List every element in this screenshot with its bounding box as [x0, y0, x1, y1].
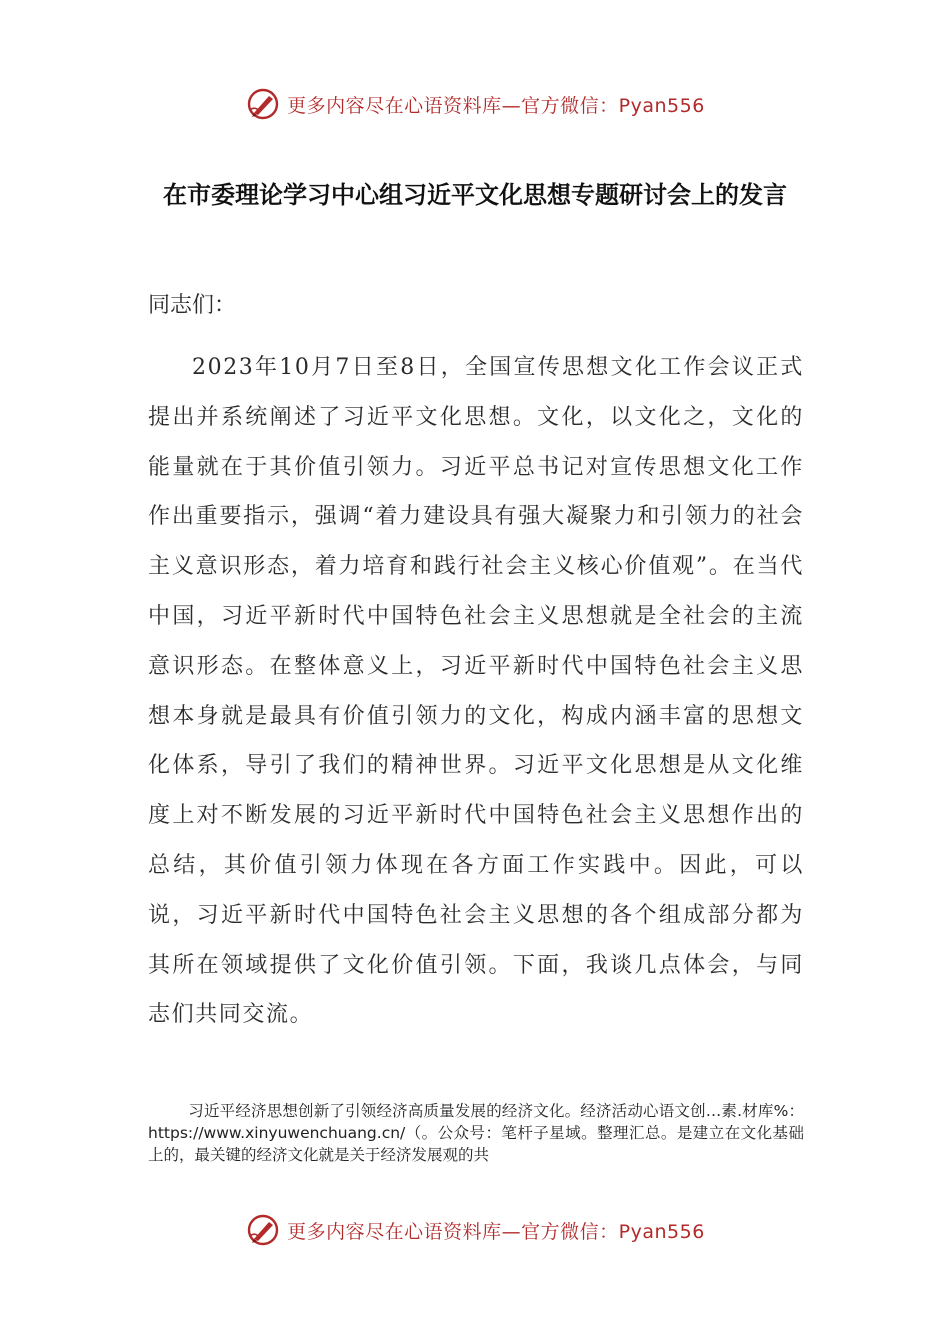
body-paragraph: 2023年10月7日至8日，全国宣传思想文化工作会议正式提出并系统阐述了习近平文化思想。文化，以文化之，文化的能量就在于其价值引领力。习近平总书记对宣传思想文化工作作出重要指示，强调“着力建设具有强大凝聚力和引领力的社会主义意识形态，着力培育和践行社会主义核心价值观”。在当代中国，习近平新时代中国特色社会主义思想就是全社会的主流意识形态。在整体意义上，习近平新时代中国特色社会主义思想本身就是最具有价值引领力的文化，构成内涵丰富的思想文化体系，导引了我们的精神世界。习近平文化思想是从文化维度上对不断发展的习近平新时代中国特色社会主义思想作出的总结，其价值引领力体现在各方面工作实践中。因此，可以说，习近平新时代中国特色社会主义思想的各个组成部分都为其所在领域提供了文化价值引领。下面，我谈几点体会，与同志们共同交流。 — [148, 355, 804, 1028]
watermark-banner-top — [0, 84, 950, 124]
document-title: 在市委理论学习中心组习近平文化思想专题研讨会上的发言 — [163, 180, 787, 209]
pen-logo-icon — [245, 1212, 281, 1248]
pen-logo-icon — [245, 86, 281, 122]
salutation: 同志们： — [148, 293, 237, 318]
watermark-banner-bottom — [0, 1210, 950, 1250]
watermark-text: 更多内容尽在心语资料库—官方微信：Pyan556 — [287, 1220, 705, 1243]
footnote-paragraph: 习近平经济思想创新了引领经济高质量发展的经济文化。经济活动心语文创…素.材库%：https://www.xinyuwenchuang.cn/（。公众号：笔杆子星域。整理汇总。是建立在文化基础上的，最关键的经济文化就是关于经济发展观的共 — [148, 1102, 804, 1164]
watermark-text: 更多内容尽在心语资料库—官方微信：Pyan556 — [287, 94, 705, 117]
